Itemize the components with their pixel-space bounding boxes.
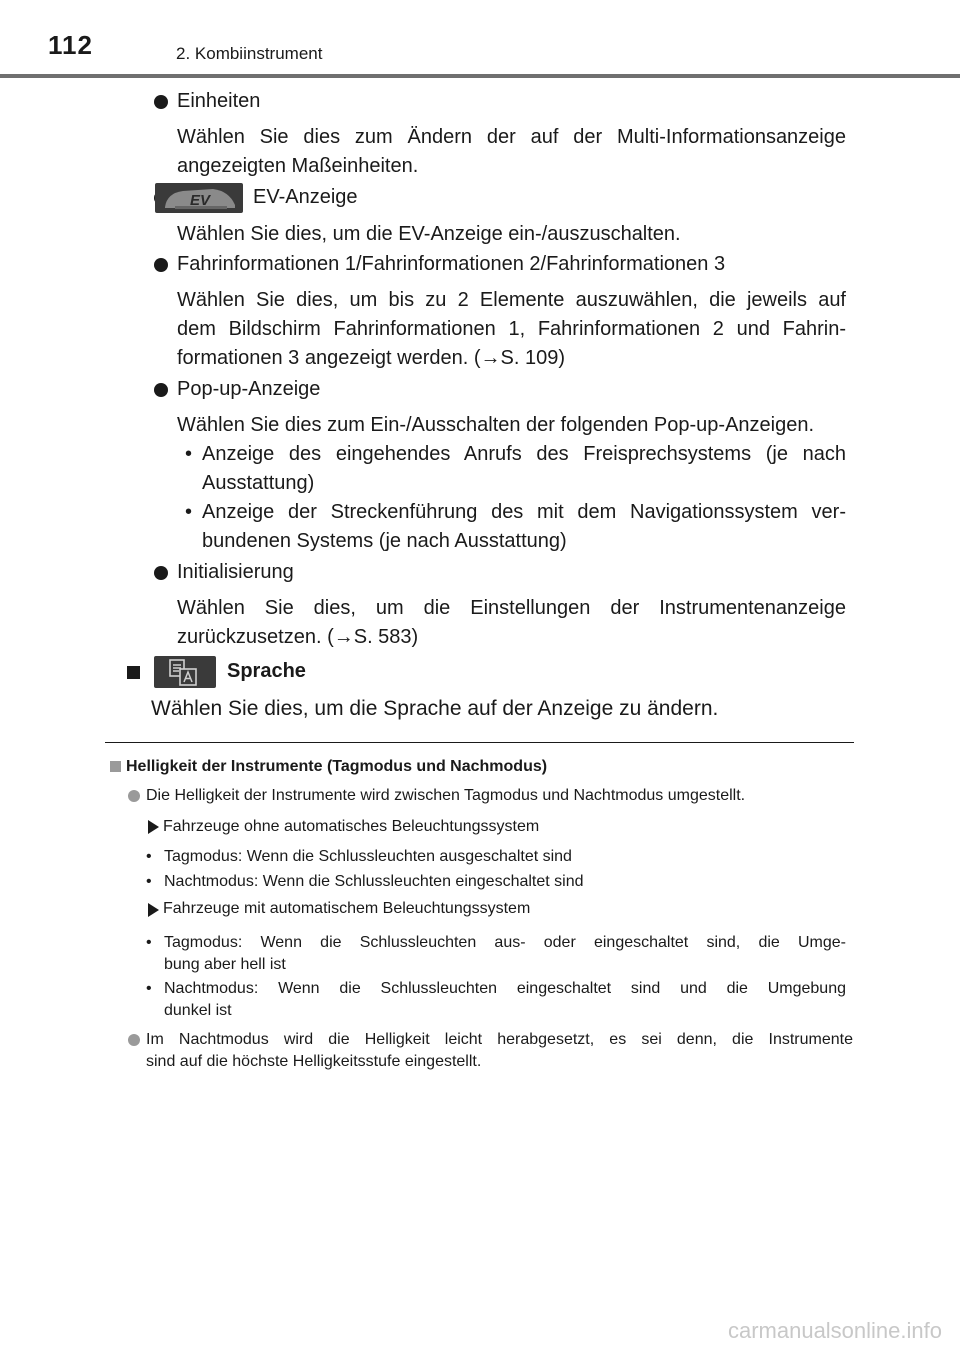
notes-heading: Helligkeit der Instrumente (Tagmodus und Nachmodus) xyxy=(126,758,548,775)
square-bullet xyxy=(127,666,140,679)
arrow-right-icon xyxy=(148,903,159,917)
popup-list-item: • Anzeige des eingehendes Anrufs des Freisprechsystems (je nach Ausstattung) xyxy=(185,440,846,498)
section-text-init-line2: zurückzusetzen. (→S. 583) xyxy=(177,626,419,648)
bullet-dot xyxy=(154,383,168,397)
note-square-bullet xyxy=(110,761,121,772)
section-title-einheiten: Einheiten xyxy=(177,90,261,112)
bullet-dot xyxy=(154,258,168,272)
ev-car-icon xyxy=(155,183,243,213)
notes-group2-item: • Nachtmodus: Wenn die Schlussleuchten eingeschaltet sind und die Umgebung dunkel ist xyxy=(146,980,846,1019)
chapter-title: 2. Kombiinstrument xyxy=(176,44,323,63)
section-text-init-line1: Wählen Sie dies, um die Einstellungen der Instrumentenanzeige xyxy=(177,597,846,619)
section-title-popup: Pop-up-Anzeige xyxy=(177,378,321,400)
notes-group2-item: • Tagmodus: Wenn die Schlussleuchten aus- oder eingeschaltet sind, die Umge- bung aber hell ist xyxy=(146,934,846,973)
notes-group2-title: Fahrzeuge mit automatischem Beleuchtungssystem xyxy=(163,900,531,917)
notes-paragraph-1: Die Helligkeit der Instrumente wird zwischen Tagmodus und Nachtmodus umgestellt. xyxy=(146,787,746,804)
section-text-ev: Wählen Sie dies, um die EV-Anzeige ein-/auszuschalten. xyxy=(177,223,681,245)
notes-group1-title: Fahrzeuge ohne automatisches Beleuchtungssystem xyxy=(163,818,540,835)
note-dot-bullet xyxy=(128,790,140,802)
list-bullet: • xyxy=(185,501,193,523)
bullet-dot xyxy=(154,95,168,109)
section-divider xyxy=(105,742,854,743)
arrow-right-icon xyxy=(148,820,159,834)
section-text-einheiten: Wählen Sie dies zum Ändern der auf der Multi-Informationsanzeige angezeigten Maßeinheiten. xyxy=(177,126,846,177)
list-bullet: • xyxy=(146,934,152,951)
ev-indicator-icon xyxy=(155,183,243,213)
section-title-sprache: Sprache xyxy=(227,660,306,682)
notes-paragraph-2-line2: sind auf die höchste Helligkeitsstufe eingestellt. xyxy=(146,1053,482,1070)
page-number: 112 xyxy=(48,30,93,60)
list-bullet: • xyxy=(185,443,193,465)
section-text-popup: Wählen Sie dies zum Ein-/Ausschalten der folgenden Pop-up-Anzeigen. xyxy=(177,414,815,436)
language-symbol-icon xyxy=(154,656,216,688)
footer-watermark: carmanualsonline.info xyxy=(727,1318,942,1343)
notes-paragraph-2-line1: Im Nachtmodus wird die Helligkeit leicht herabgesetzt, es sei denn, die Instrumente xyxy=(146,1031,853,1048)
svg-text:EV: EV xyxy=(189,192,211,209)
bullet-dot xyxy=(154,566,168,580)
section-title-init: Initialisierung xyxy=(177,561,294,583)
section-title-ev: EV-Anzeige xyxy=(253,186,358,208)
popup-list-item: • Anzeige der Streckenführung des mit dem Navigationssystem ver- bundenen Systems (je nach Ausstattung) xyxy=(185,498,846,556)
notes-group1-item: • Nachtmodus: Wenn die Schlussleuchten eingeschaltet sind xyxy=(146,873,584,890)
section-text-fahrinfo-line1: Wählen Sie dies, um bis zu 2 Elemente auszuwählen, die jeweils auf xyxy=(177,289,846,311)
list-bullet: • xyxy=(146,980,152,997)
section-text-fahrinfo-line3: formationen 3 angezeigt werden. (→S. 109) xyxy=(177,347,565,369)
language-icon xyxy=(154,656,216,688)
list-bullet: • xyxy=(146,873,152,890)
note-dot-bullet xyxy=(128,1034,140,1046)
header-rule xyxy=(0,74,960,78)
list-bullet: • xyxy=(146,848,152,865)
section-title-fahrinfo: Fahrinformationen 1/Fahrinformationen 2/Fahrinformationen 3 xyxy=(177,253,726,275)
section-text-sprache: Wählen Sie dies, um die Sprache auf der Anzeige zu ändern. xyxy=(151,697,719,720)
section-text-fahrinfo-line2: dem Bildschirm Fahrinformationen 1, Fahrinformationen 2 und Fahrin- xyxy=(177,318,846,340)
notes-group1-item: • Tagmodus: Wenn die Schlussleuchten ausgeschaltet sind xyxy=(146,848,572,865)
